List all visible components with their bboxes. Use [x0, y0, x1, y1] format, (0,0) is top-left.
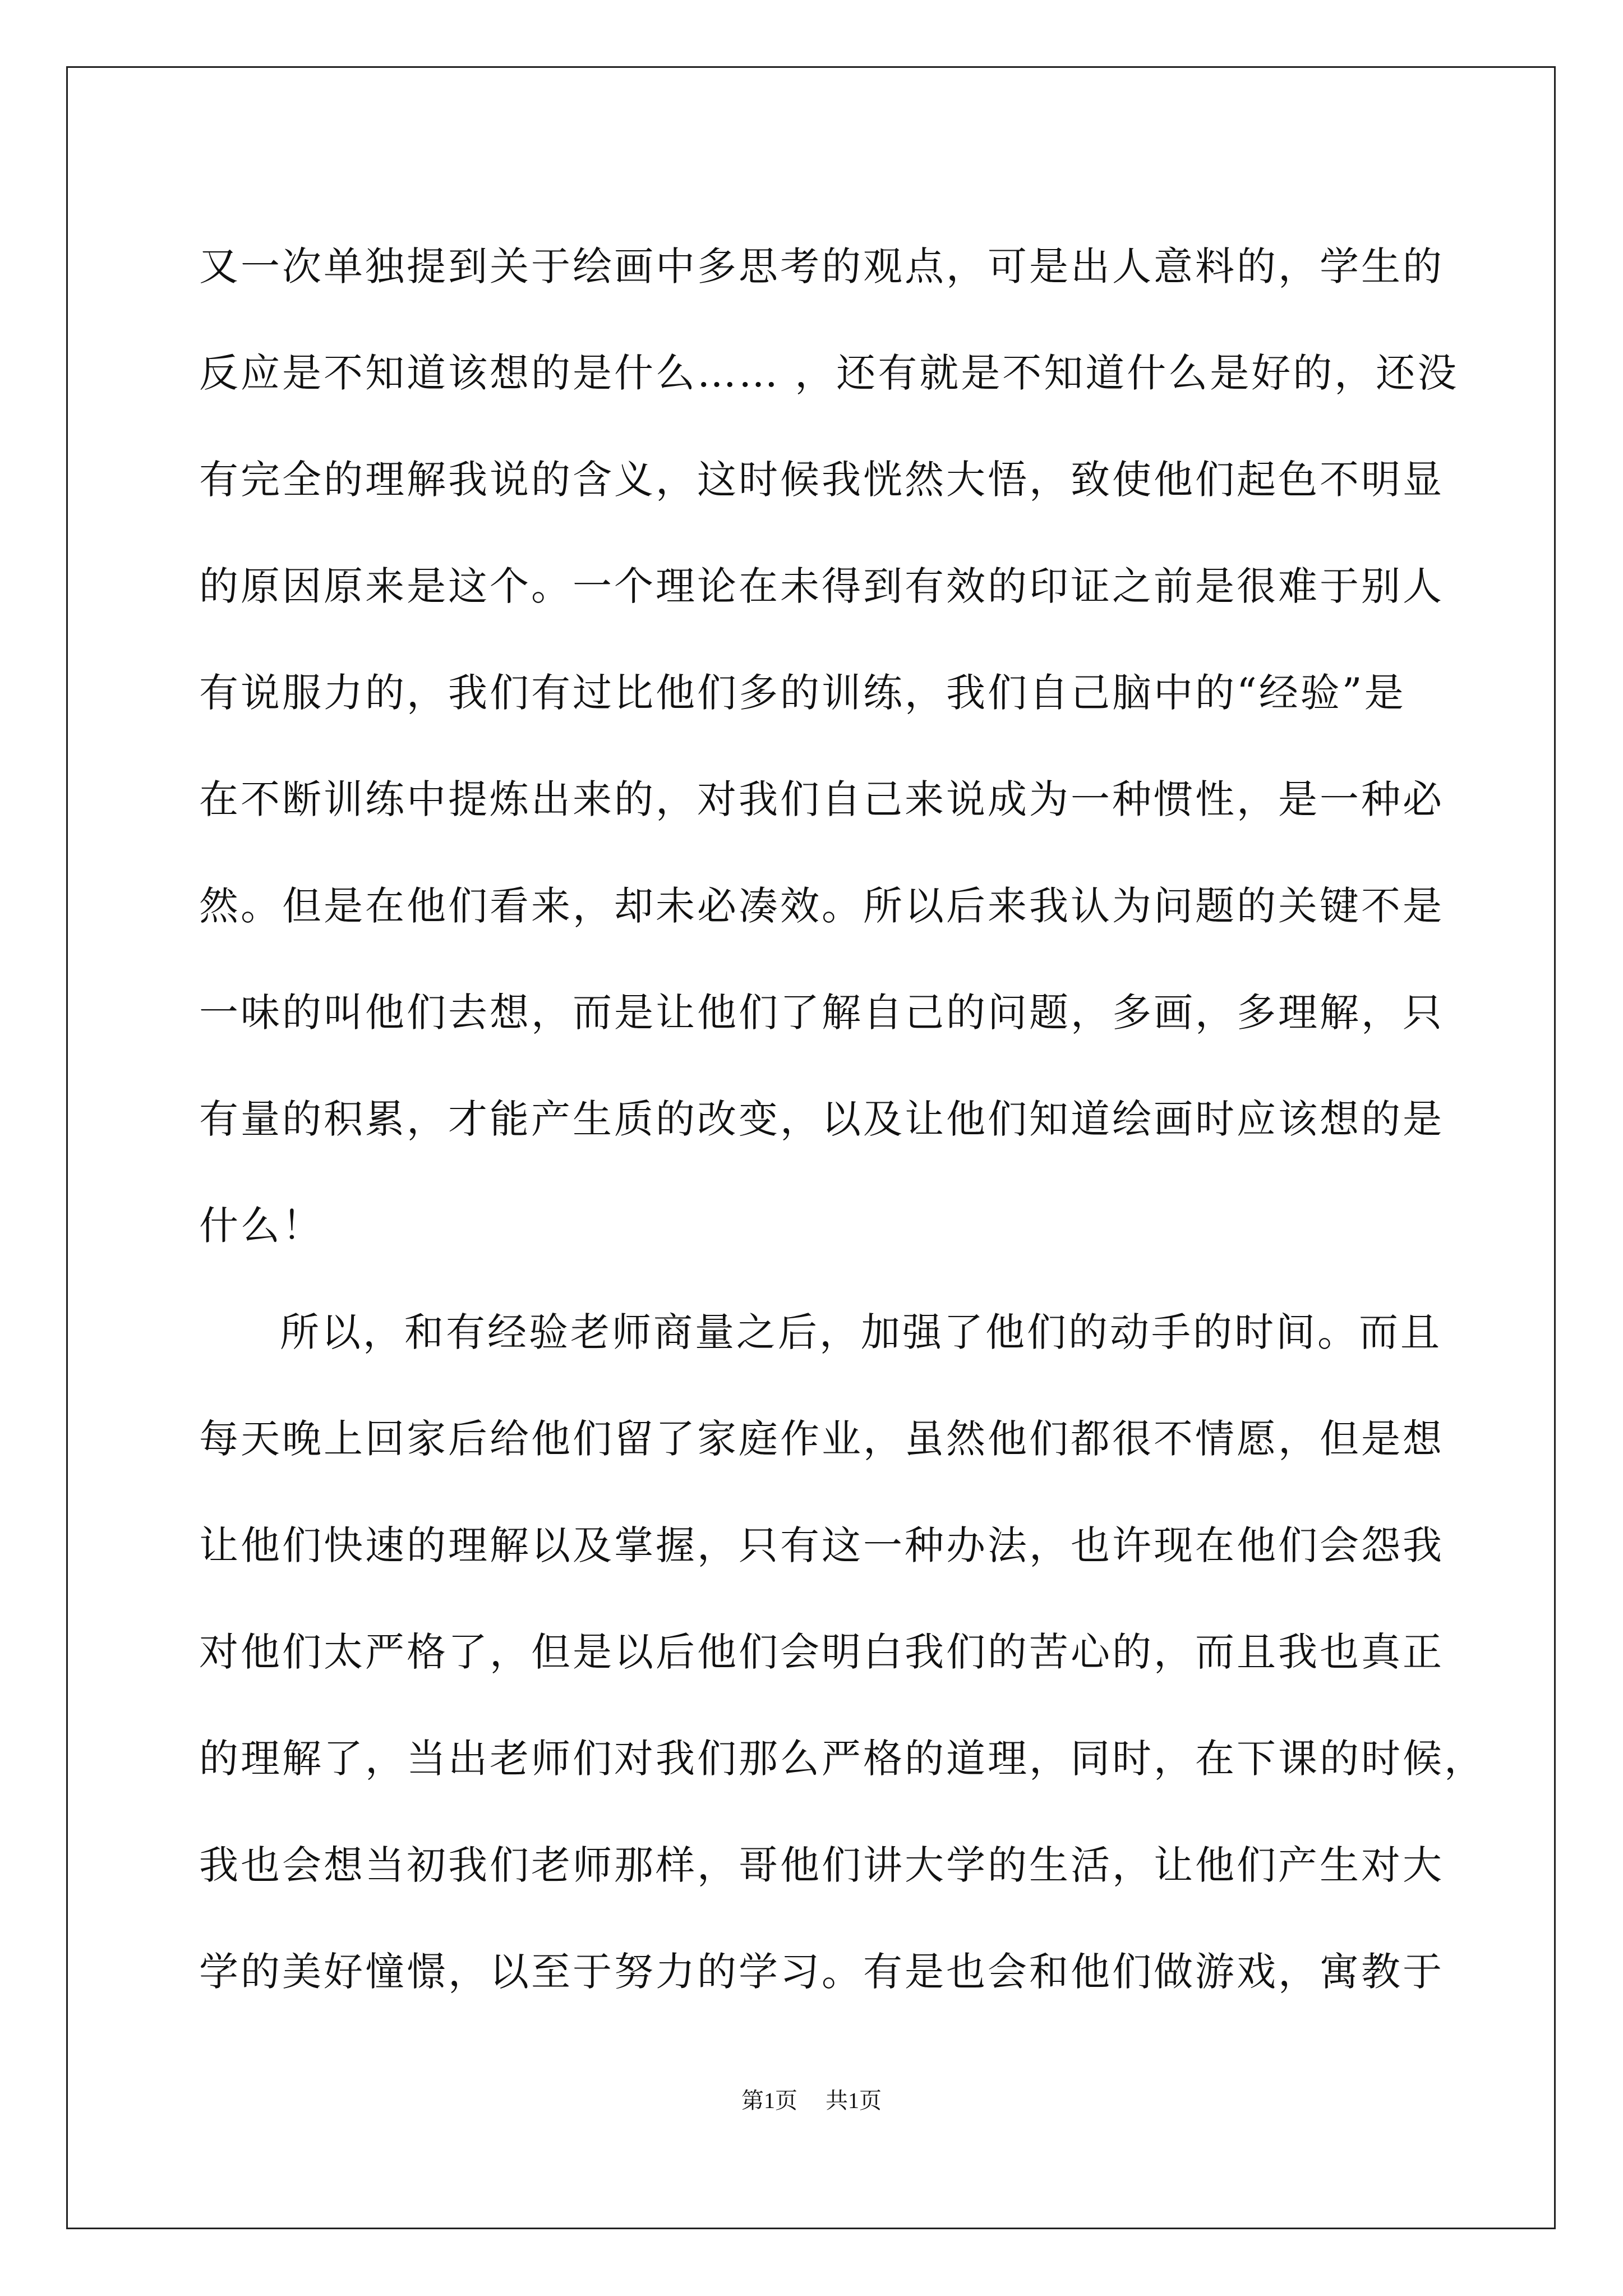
text-line: 我也会想当初我们老师那样，哥他们讲大学的生活，让他们产生对大 — [199, 1842, 1444, 1888]
text-line: 的原因原来是这个。一个理论在未得到有效的印证之前是很难于别人 — [199, 563, 1444, 609]
text-line: 对他们太严格了，但是以后他们会明白我们的苦心的，而且我也真正 — [199, 1629, 1444, 1675]
text-line: 反应是不知道该想的是什么…… ，还有就是不知道什么是好的，还没 — [199, 350, 1459, 396]
text-line: 在不断训练中提炼出来的，对我们自己来说成为一种惯性，是一种必 — [199, 776, 1444, 822]
page-number: 第1页 — [741, 2088, 797, 2113]
text-line: 的理解了，当出老师们对我们那么严格的道理，同时，在下课的时候， — [199, 1736, 1486, 1782]
text-line: 一味的叫他们去想，而是让他们了解自己的问题，多画，多理解，只 — [199, 990, 1444, 1036]
text-line: 什么！ — [199, 1203, 324, 1249]
page-total: 共1页 — [826, 2088, 882, 2113]
text-line: 每天晚上回家后给他们留了家庭作业，虽然他们都很不情愿，但是想 — [199, 1416, 1444, 1462]
text-line: 学的美好憧憬，以至于努力的学习。有是也会和他们做游戏，寓教于 — [199, 1949, 1444, 1995]
page-footer — [0, 2084, 1623, 2118]
text-line: 然。但是在他们看来，却未必凑效。所以后来我认为问题的关键不是 — [199, 883, 1444, 929]
text-line: 有说服力的，我们有过比他们多的训练，我们自己脑中的“经验”是 — [199, 670, 1406, 716]
text-line: 让他们快速的理解以及掌握，只有这一种办法，也许现在他们会怨我 — [199, 1522, 1444, 1568]
text-line: 有量的积累，才能产生质的改变，以及让他们知道绘画时应该想的是 — [199, 1096, 1444, 1142]
text-line: 又一次单独提到关于绘画中多思考的观点，可是出人意料的，学生的 — [199, 243, 1444, 289]
paragraph-start-line: 所以，和有经验老师商量之后，加强了他们的动手的时间。而且 — [280, 1309, 1442, 1355]
text-line: 有完全的理解我说的含义，这时候我恍然大悟，致使他们起色不明显 — [199, 457, 1444, 503]
document-body — [199, 213, 1486, 2025]
